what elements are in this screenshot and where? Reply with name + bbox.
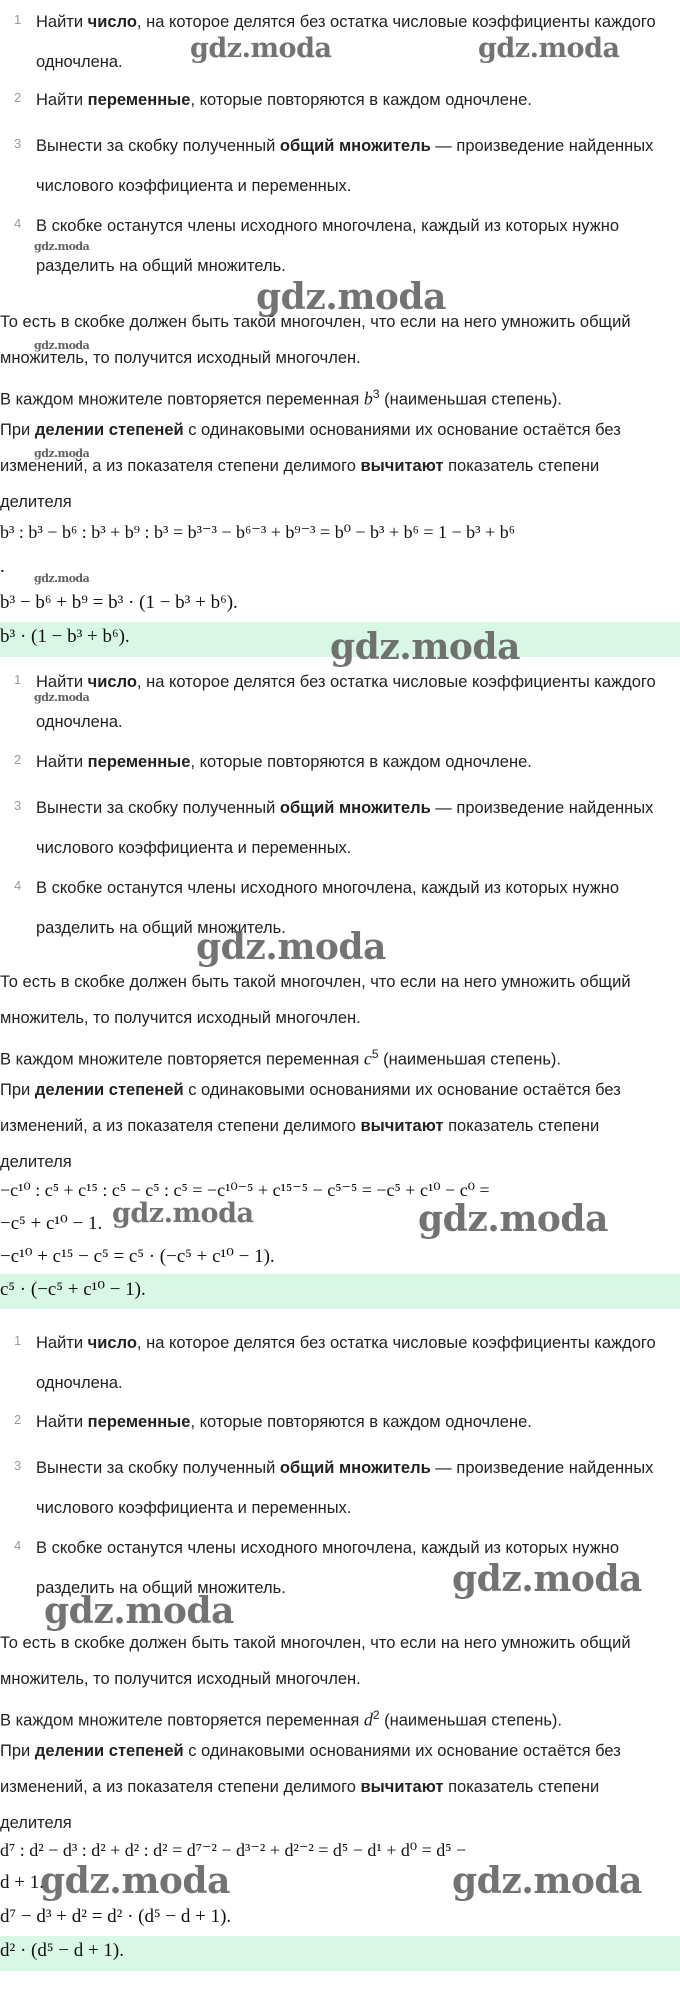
math-equation: d⁷ : d² − d³ : d² + d² : d² = d⁷⁻² − d³⁻² + d²⁻² = d⁵ − d¹ + d⁰ = d⁵ −: [0, 1840, 467, 1860]
watermark: gdz.moda: [34, 572, 90, 585]
step-number: 3: [14, 798, 22, 813]
explanation-paragraph: В каждом множителе повторяется переменная $d^2$ (наименьшая степень).: [0, 1708, 563, 1730]
answer-text: b³ · (1 − b³ + b⁶).: [0, 626, 130, 647]
step-number: 4: [14, 1538, 22, 1553]
step-number: 2: [14, 1412, 22, 1427]
math-equation: b³ : b³ − b⁶ : b³ + b⁹ : b³ = b³⁻³ − b⁶⁻³ + b⁹⁻³ = b⁰ − b³ + b⁶ = 1 − b³ + b⁶: [0, 522, 516, 542]
math-equation: d⁷ − d³ + d² = d² · (d⁵ − d + 1).: [0, 1906, 232, 1927]
explanation-paragraph: В каждом множителе повторяется переменная $c^5$ (наименьшая степень).: [0, 1047, 562, 1069]
step-number: 2: [14, 752, 22, 767]
step-text: Найти переменные, которые повторяются в каждом одночлене.: [36, 1413, 532, 1431]
watermark: gdz.moda: [34, 447, 90, 460]
answer-text: c⁵ · (−c⁵ + c¹⁰ − 1).: [0, 1279, 146, 1300]
explanation-paragraph: То есть в скобке должен быть такой многочлен, что если на него умножить общий множитель, то получится исходный многочлен.: [0, 313, 631, 367]
explanation-paragraph: При делении степеней с одинаковыми основаниями их основание остаётся без изменений, а из показателя степени делимого вычитают показатель степени делителя: [0, 421, 621, 511]
watermark: gdz.moda: [256, 276, 446, 318]
step-text: Найти переменные, которые повторяются в каждом одночлене.: [36, 753, 532, 771]
explanation-paragraph: При делении степеней с одинаковыми основаниями их основание остаётся без изменений, а из показателя степени делимого вычитают показатель степени делителя: [0, 1742, 621, 1832]
step-number: 3: [14, 1458, 22, 1473]
step-number: 4: [14, 216, 22, 231]
math-variable: d: [363, 1709, 373, 1730]
answer-text: d² · (d⁵ − d + 1).: [0, 1940, 124, 1961]
answer-box: [0, 1936, 680, 1971]
math-variable: c: [363, 1048, 372, 1069]
step-text: Вынести за скобку полученный общий множитель — произведение найденных числового коэффициента и переменных.: [36, 137, 654, 195]
watermark: gdz.moda: [478, 33, 620, 64]
explanation-paragraph: В каждом множителе повторяется переменная $b^3$ (наименьшая степень).: [0, 387, 563, 409]
watermark: gdz.moda: [196, 926, 386, 968]
step-text: Найти число, на которое делятся без остатка числовые коэффициенты каждого одночлена.: [36, 13, 656, 71]
explanation-paragraph: При делении степеней с одинаковыми основаниями их основание остаётся без изменений, а из показателя степени делимого вычитают показатель степени делителя: [0, 1081, 621, 1171]
watermark: gdz.moda: [34, 691, 90, 704]
math-variable: b: [363, 388, 373, 409]
step-number: 1: [14, 672, 22, 687]
step-number: 3: [14, 136, 22, 151]
watermark: gdz.moda: [452, 1558, 642, 1600]
math-equation: b³ − b⁶ + b⁹ = b³ · (1 − b³ + b⁶).: [0, 592, 238, 613]
step-number: 2: [14, 90, 22, 105]
math-equation: d + 1.: [0, 1872, 44, 1893]
step-number: 1: [14, 1333, 22, 1348]
watermark: gdz.moda: [112, 1198, 254, 1229]
watermark: gdz.moda: [452, 1860, 642, 1902]
step-text: В скобке останутся члены исходного многочлена, каждый из которых нужно разделить на общий множитель.: [36, 1539, 620, 1597]
math-equation: −c¹⁰ : c⁵ + c¹⁵ : c⁵ − c⁵ : c⁵ = −c¹⁰⁻⁵ + c¹⁵⁻⁵ − c⁵⁻⁵ = −c⁵ + c¹⁰ − c⁰ =: [0, 1180, 490, 1200]
watermark: gdz.moda: [40, 1860, 230, 1902]
watermark: gdz.moda: [330, 626, 520, 668]
step-text: В скобке останутся члены исходного многочлена, каждый из которых нужно разделить на общий множитель.: [36, 217, 620, 275]
step-text: Вынести за скобку полученный общий множитель — произведение найденных числового коэффициента и переменных.: [36, 1459, 654, 1517]
step-text: Найти переменные, которые повторяются в каждом одночлене.: [36, 91, 532, 109]
step-number: 4: [14, 878, 22, 893]
watermark: gdz.moda: [44, 1590, 234, 1632]
answer-box: [0, 1274, 680, 1309]
math-equation: .: [0, 556, 5, 577]
math-equation: −c¹⁰ + c¹⁵ − c⁵ = c⁵ · (−c⁵ + c¹⁰ − 1).: [0, 1246, 275, 1267]
math-equation: −c⁵ + c¹⁰ − 1.: [0, 1213, 103, 1234]
watermark: gdz.moda: [418, 1198, 608, 1240]
watermark: gdz.moda: [34, 240, 90, 253]
step-text: Найти число, на которое делятся без остатка числовые коэффициенты каждого одночлена.: [36, 1334, 656, 1392]
watermark: gdz.moda: [34, 339, 90, 352]
explanation-paragraph: То есть в скобке должен быть такой многочлен, что если на него умножить общий множитель, то получится исходный многочлен.: [0, 973, 631, 1027]
step-text: Вынести за скобку полученный общий множитель — произведение найденных числового коэффициента и переменных.: [36, 799, 654, 857]
step-text: Найти число, на которое делятся без остатка числовые коэффициенты каждого одночлена.: [36, 673, 656, 731]
explanation-paragraph: То есть в скобке должен быть такой многочлен, что если на него умножить общий множитель, то получится исходный многочлен.: [0, 1634, 631, 1688]
step-number: 1: [14, 12, 22, 27]
watermark: gdz.moda: [190, 33, 332, 64]
step-text: В скобке останутся члены исходного многочлена, каждый из которых нужно разделить на общий множитель.: [36, 879, 620, 937]
